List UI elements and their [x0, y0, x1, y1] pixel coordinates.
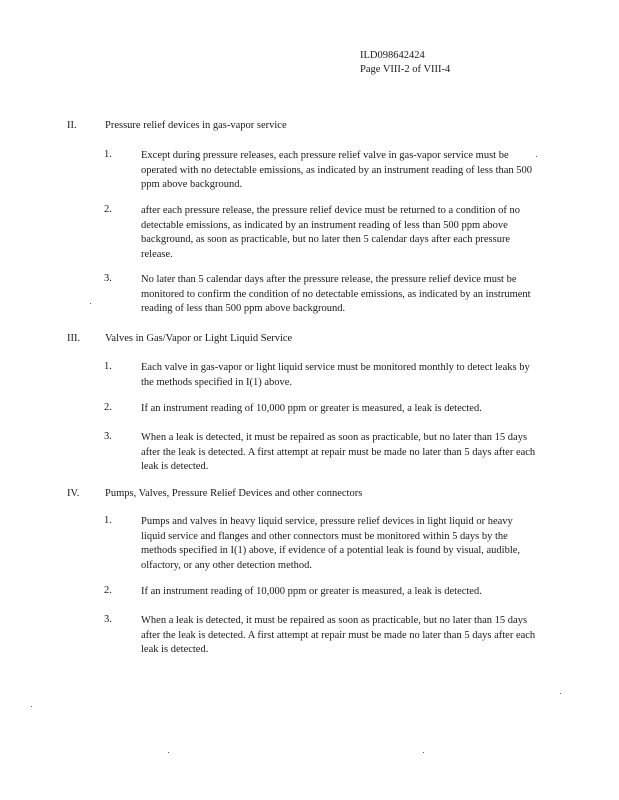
item-number: 3.: [104, 273, 112, 284]
page-label: Page VIII-2 of VIII-4: [360, 64, 451, 75]
item-text: No later than 5 calendar days after the pressure release, the pressure relief device must be monitored to confirm the condition of no detectable emissions, as indicated by an instrument reading of less than 500 ppm above background.: [141, 274, 531, 315]
item-number: 2.: [104, 204, 112, 215]
item-number: 3.: [104, 431, 112, 442]
item-number: 2.: [104, 402, 112, 413]
section-numeral: IV.: [67, 488, 80, 499]
scan-speck: [168, 752, 169, 753]
scan-speck: [423, 752, 424, 753]
item-number: 1.: [104, 361, 112, 372]
scan-speck: [560, 693, 561, 694]
section-title: Pressure relief devices in gas-vapor service: [105, 120, 287, 131]
scan-speck: [90, 303, 91, 304]
scan-speck: [536, 156, 537, 157]
section-numeral: III.: [67, 333, 81, 344]
scan-speck: [31, 706, 32, 707]
document-id: ILD098642424: [360, 50, 425, 61]
item-text: When a leak is detected, it must be repaired as soon as practicable, but no later than 15 days after the leak is detected. A first attempt at repair must be made no later than 5 days after each leak is detected.: [141, 615, 536, 656]
item-text: When a leak is detected, it must be repaired as soon as practicable, but no later than 15 days after the leak is detected. A first attempt at repair must be made no later than 5 days after each leak is detected.: [141, 432, 536, 473]
item-number: 1.: [104, 149, 112, 160]
document-header: [360, 49, 450, 77]
section-title: Valves in Gas/Vapor or Light Liquid Service: [105, 333, 293, 344]
item-text: If an instrument reading of 10,000 ppm or greater is measured, a leak is detected.: [141, 586, 482, 597]
item-number: 1.: [104, 515, 112, 526]
item-text: If an instrument reading of 10,000 ppm or greater is measured, a leak is detected.: [141, 403, 482, 414]
item-text: Except during pressure releases, each pressure relief valve in gas-vapor service must be operated with no detectable emissions, as indicated by an instrument reading of less than 500 ppm above background.: [141, 150, 533, 191]
section-numeral: II.: [67, 120, 77, 131]
item-number: 2.: [104, 585, 112, 596]
section-title: Pumps, Valves, Pressure Relief Devices and other connectors: [105, 488, 363, 499]
item-text: Pumps and valves in heavy liquid service, pressure relief devices in light liquid or heavy liquid service and flanges and other connectors must be monitored within 5 days by the methods specified in I(1) above, if evidence of a potential leak is found by visual, audible, olfactory, or any other detection method.: [141, 516, 521, 571]
item-text: after each pressure release, the pressure relief device must be returned to a condition of no detectable emissions, as indicated by an instrument reading of less than 500 ppm above background, as soon as practicable, but no later then 5 calendar days after each pressure release.: [141, 205, 520, 260]
item-text: Each valve in gas-vapor or light liquid service must be monitored monthly to detect leaks by the methods specified in I(1) above.: [141, 362, 530, 388]
item-number: 3.: [104, 614, 112, 625]
